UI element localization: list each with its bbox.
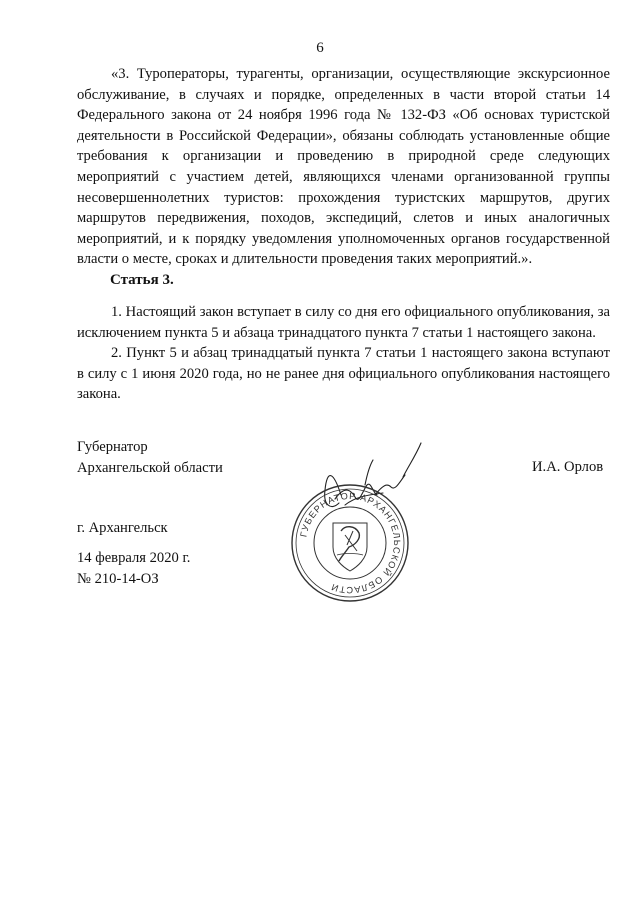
article-title: Статья 3. <box>110 272 174 288</box>
law-number: № 210-14-ОЗ <box>77 570 159 587</box>
quoted-paragraph-block <box>77 64 610 270</box>
official-seal-and-signature <box>275 435 425 615</box>
coat-of-arms-icon <box>333 523 367 571</box>
quoted-paragraph: «3. Туроператоры, турагенты, организации, осуществляющие экскурсионное обслуживание, в случаях и порядке, определенных в части второй статьи 14 Федерального закона от 24 ноября 1996 года № 132-ФЗ «Об основах туристской деятельности в Российской Федерации», обязаны соблюдать установленные общие требования к организации и проведению в природной среде следующих мероприятий с участием детей, являющихся членами организованной группы несовершеннолетних туристов: прохождения туристских маршрутов, других маршрутов передвижения, походов, экспедиций, слетов и иных аналогичных мероприятий, и к порядку уведомления уполномоченных органов государственной власти о месте, сроках и длительности проведения таких мероприятий.». <box>77 66 610 268</box>
round-seal <box>292 485 408 601</box>
article-paragraph-1: 1. Настоящий закон вступает в силу со дня его официального опубликования, за исключением пункта 5 и абзаца тринадцатого пункта 7 статьи 1 настоящего закона. <box>77 304 610 341</box>
seal-graphic <box>275 435 425 615</box>
seal-text: ГУБЕРНАТОР АРХАНГЕЛЬСКОЙ ОБЛАСТИ <box>298 490 403 596</box>
date-and-number <box>77 548 190 589</box>
signing-date: 14 февраля 2020 г. <box>77 550 191 566</box>
signatory-name: И.А. Орлов <box>532 459 604 475</box>
signatory-position-line-1: Губернатор <box>77 439 148 455</box>
article-body <box>77 302 610 405</box>
page-number: 6 <box>316 40 324 56</box>
article-paragraph-2: 2. Пункт 5 и абзац тринадцатый пункта 7 статьи 1 настоящего закона вступают в силу с 1 июня 2020 года, но не ранее дня официального опубликования настоящего закона. <box>77 345 610 403</box>
signatory-position-line-2: Архангельской области <box>77 459 223 476</box>
place-of-signing: г. Архангельск <box>77 520 168 536</box>
signatory-position <box>77 437 223 478</box>
